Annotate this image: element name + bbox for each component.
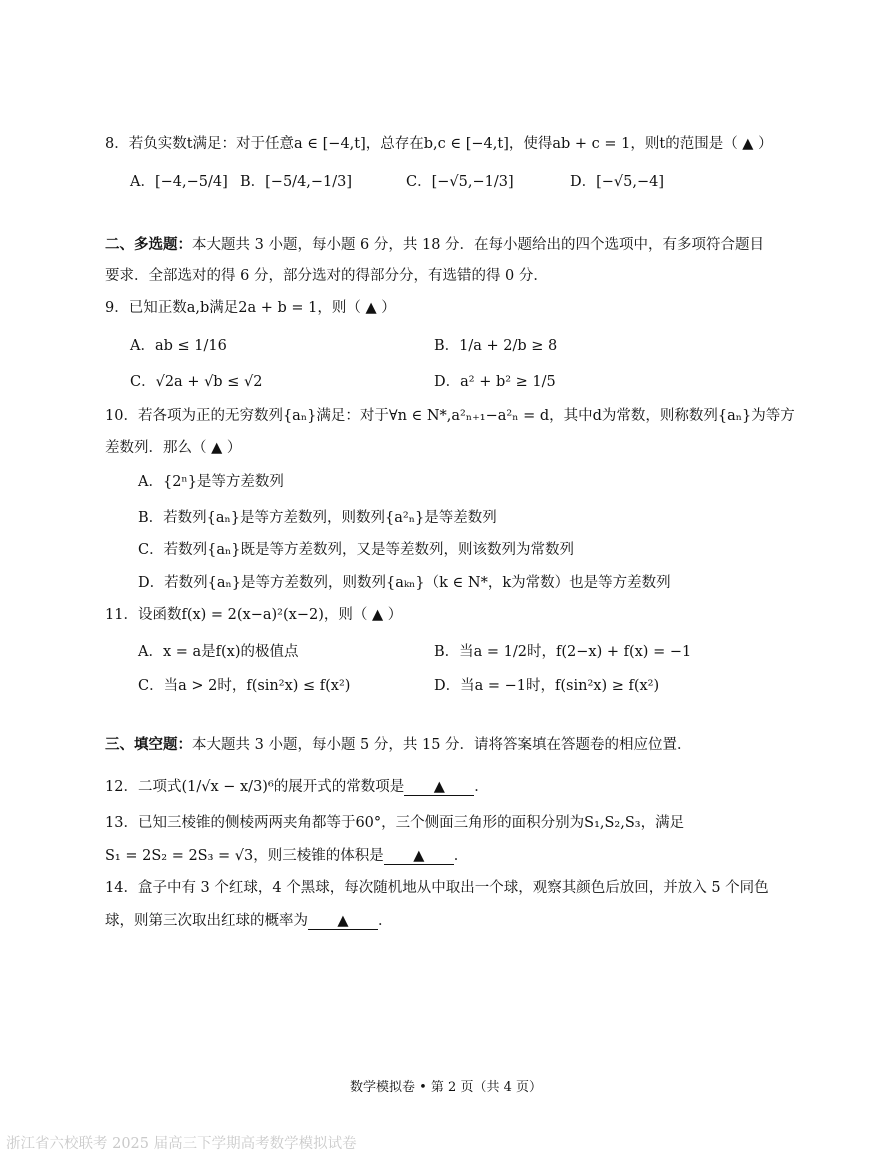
q10-stem-line2: 差数列．那么（ ▲ ） bbox=[105, 440, 242, 456]
q13-line1: 13．已知三棱锥的侧棱两两夹角都等于60°，三个侧面三角形的面积分别为S₁,S₂,S₃，满足 bbox=[105, 815, 685, 831]
q14-line2 bbox=[105, 911, 393, 931]
q12-line bbox=[105, 777, 489, 797]
section3-heading: 三、填空题： bbox=[105, 737, 192, 753]
q9-option-b: B．1/a + 2/b ≥ 8 bbox=[434, 338, 558, 354]
q12-after: ． bbox=[474, 779, 489, 795]
q10-option-c: C．若数列{aₙ}既是等方差数列，又是等差数列，则该数列为常数列 bbox=[138, 542, 574, 558]
q8-stem: 8．若负实数t满足：对于任意a ∈ [−4,t]，总存在b,c ∈ [−4,t]，使得ab + c = 1，则t的范围是（ ▲ ） bbox=[105, 136, 773, 152]
q9-option-a: A．ab ≤ 1/16 bbox=[130, 338, 227, 354]
q14-answer-blank: ▲ bbox=[308, 913, 378, 930]
q9-option-c: C．√2a + √b ≤ √2 bbox=[130, 374, 263, 390]
q11-option-c: C．当a > 2时，f(sin²x) ≤ f(x²) bbox=[138, 678, 351, 694]
section2-line2: 要求．全部选对的得 6 分，部分选对的得部分分，有选错的得 0 分． bbox=[105, 268, 548, 284]
page-footer: 数学模拟卷 • 第 2 页（共 4 页） bbox=[349, 1080, 542, 1095]
section3-line bbox=[105, 735, 692, 755]
q14-after: ． bbox=[378, 913, 393, 929]
q8-option-c: C．[−√5,−1/3] bbox=[406, 174, 514, 190]
section2-text-line1: 本大题共 3 小题，每小题 6 分，共 18 分．在每小题给出的四个选项中，有多项符合题目 bbox=[192, 237, 765, 253]
q10-option-d: D．若数列{aₙ}是等方差数列，则数列{aₖₙ}（k ∈ N*，k为常数）也是等方差数列 bbox=[138, 575, 671, 591]
q8-option-d: D．[−√5,−4] bbox=[570, 174, 665, 190]
q9-stem: 9．已知正数a,b满足2a + b = 1，则（ ▲ ） bbox=[105, 300, 396, 316]
section3-text: 本大题共 3 小题，每小题 5 分，共 15 分．请将答案填在答题卷的相应位置． bbox=[192, 737, 692, 753]
q13-answer-blank: ▲ bbox=[384, 848, 454, 865]
q13-line2 bbox=[105, 846, 468, 866]
watermark-text: 浙江省六校联考 2025 届高三下学期高考数学模拟试卷 bbox=[6, 1136, 357, 1152]
q13-stem: S₁ = 2S₂ = 2S₃ = √3，则三棱锥的体积是 bbox=[105, 848, 384, 864]
q10-option-a: A．{2ⁿ}是等方差数列 bbox=[138, 474, 284, 490]
q8-option-a: A．[−4,−5/4] bbox=[130, 174, 228, 190]
q11-option-b: B．当a = 1/2时，f(2−x) + f(x) = −1 bbox=[434, 644, 692, 660]
q14-line1: 14．盒子中有 3 个红球，4 个黑球，每次随机地从中取出一个球，观察其颜色后放回，并放入 5 个同色 bbox=[105, 880, 769, 896]
q12-answer-blank: ▲ bbox=[404, 779, 474, 796]
section2-line1 bbox=[105, 235, 764, 255]
q10-option-b: B．若数列{aₙ}是等方差数列，则数列{a²ₙ}是等差数列 bbox=[138, 510, 497, 526]
q10-stem-line1: 10．若各项为正的无穷数列{aₙ}满足：对于∀n ∈ N*,a²ₙ₊₁−a²ₙ = d，其中d为常数，则称数列{aₙ}为等方 bbox=[105, 408, 795, 424]
q11-stem: 11．设函数f(x) = 2(x−a)²(x−2)，则（ ▲ ） bbox=[105, 607, 403, 623]
q8-option-b: B．[−5/4,−1/3] bbox=[240, 174, 353, 190]
q12-stem: 12．二项式(1/√x − x/3)⁶的展开式的常数项是 bbox=[105, 779, 405, 795]
q11-option-a: A．x = a是f(x)的极值点 bbox=[138, 644, 299, 660]
section2-heading: 二、多选题： bbox=[105, 237, 192, 253]
q13-after: ． bbox=[453, 848, 469, 864]
q14-stem: 球，则第三次取出红球的概率为 bbox=[105, 913, 308, 929]
q11-option-d: D．当a = −1时，f(sin²x) ≥ f(x²) bbox=[434, 678, 660, 694]
q9-option-d: D．a² + b² ≥ 1/5 bbox=[434, 374, 556, 390]
